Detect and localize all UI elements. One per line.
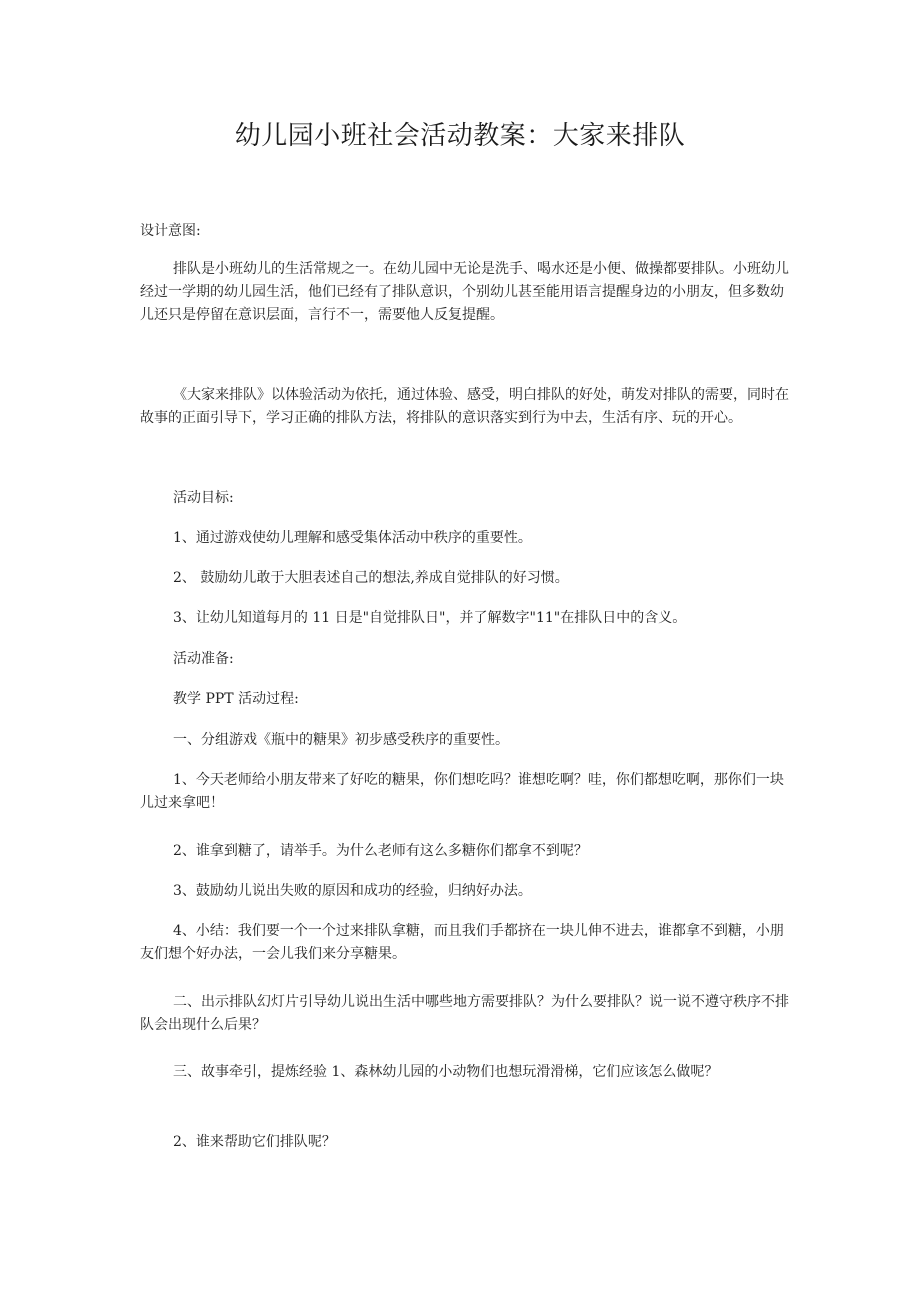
- design-intent-paragraph-1: 排队是小班幼儿的生活常规之一。在幼儿园中无论是洗手、喝水还是小便、做操都要排队。小班幼儿经过一学期的幼儿园生活，他们已经有了排队意识，个别幼儿甚至能用语言提醒身边的小朋友，但多数幼儿还只是停留在意识层面，言行不一，需要他人反复提醒。: [140, 261, 789, 323]
- step-one-item-4: 4、小结：我们要一个一个过来排队拿糖，而且我们手都挤在一块儿伸不进去，谁都拿不到糖，小朋友们想个好办法，一会儿我们来分享糖果。: [140, 923, 784, 962]
- design-intent-paragraph-2: 《大家来排队》以体验活动为依托，通过体验、感受，明白排队的好处，萌发对排队的需要，同时在故事的正面引导下，学习正确的排队方法，将排队的意识落实到行为中去，生活有序、玩的开心。: [140, 387, 789, 426]
- goal-item-2: 2、 鼓励幼儿敢于大胆表述自己的想法,养成自觉排队的好习惯。: [173, 570, 569, 586]
- step-one-item-1: 1、今天老师给小朋友带来了好吃的糖果，你们想吃吗？谁想吃啊？哇，你们都想吃啊，那你们一块儿过来拿吧！: [140, 772, 784, 811]
- step-three-item-2: 2、谁来帮助它们排队呢？: [173, 1134, 336, 1150]
- design-intent-heading: 设计意图:: [140, 223, 201, 239]
- preparation-heading: 活动准备:: [173, 651, 234, 667]
- goal-item-3: 3、让幼儿知道每月的 11 日是"自觉排队日"，并了解数字"11"在排队日中的含义。: [173, 610, 687, 626]
- step-one-item-3: 3、鼓励幼儿说出失败的原因和成功的经验，归纳好办法。: [173, 883, 532, 899]
- step-three-paragraph: 三、故事牵引，提炼经验 1、森林幼儿园的小动物们也想玩滑滑梯，它们应该怎么做呢？: [173, 1064, 719, 1080]
- step-one-item-2: 2、谁拿到糖了，请举手。为什么老师有这么多糖你们都拿不到呢？: [173, 843, 588, 859]
- goals-heading: 活动目标:: [173, 490, 234, 506]
- goal-item-1: 1、通过游戏使幼儿理解和感受集体活动中秩序的重要性。: [173, 530, 532, 546]
- step-one-heading: 一、分组游戏《瓶中的糖果》初步感受秩序的重要性。: [173, 732, 509, 748]
- step-two-paragraph: 二、出示排队幻灯片引导幼儿说出生活中哪些地方需要排队？为什么要排队？说一说不遵守秩序不排队会出现什么后果？: [140, 994, 789, 1033]
- preparation-text: 教学 PPT 活动过程:: [173, 691, 299, 707]
- document-title: 幼儿园小班社会活动教案：大家来排队: [234, 121, 686, 151]
